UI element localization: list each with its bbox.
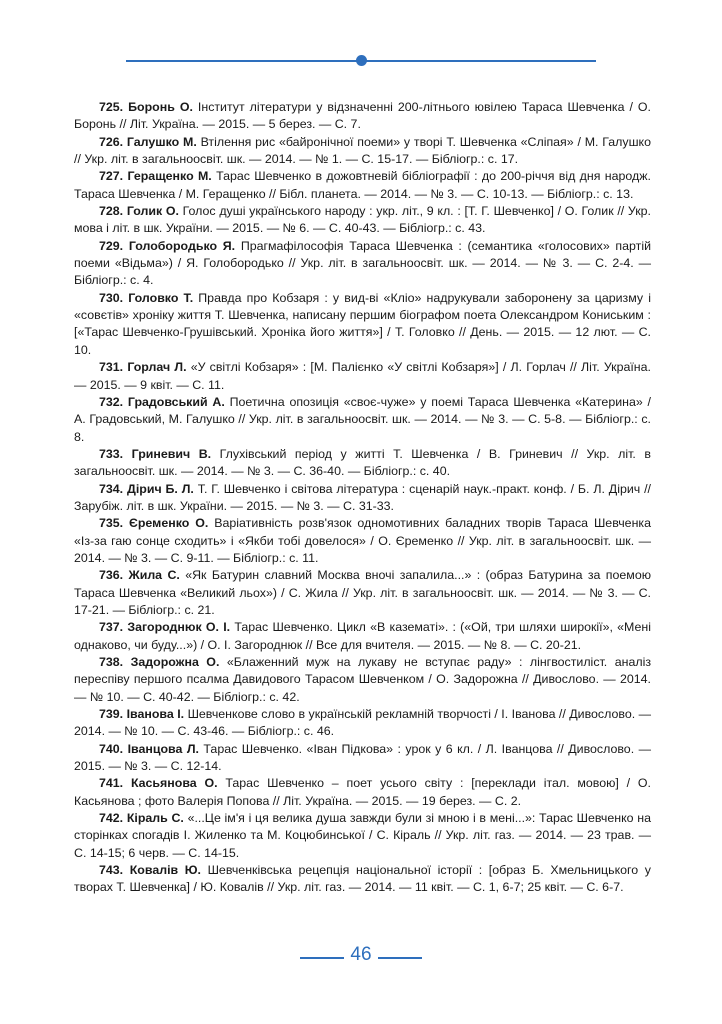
bibliography-entry bbox=[74, 706, 651, 741]
entry-number: 725. bbox=[99, 100, 124, 114]
entry-author: Дірич Б. Л. bbox=[127, 481, 194, 496]
bibliography-entry bbox=[74, 810, 651, 862]
footer-rule-left bbox=[300, 957, 344, 959]
entry-text: «У світлі Кобзаря» : [М. Палієнко «У світлі Кобзаря»] / Л. Горлач // Літ. Україна. — 2015. — 9 квіт. — С. 11. bbox=[74, 360, 651, 392]
entry-text: «...Це ім'я і ця велика душа завжди були зі мною і в мені...»: Тарас Шевченко на сторінках спогадів І. Жиленко та М. Коцюбинської / С. Кіраль // Укр. літ. газ. — 2014. — 23 трав. — С. 14-15; 6 черв. — С. 14-15. bbox=[74, 811, 651, 860]
entry-text: Правда про Кобзаря : у вид-ві «Кліо» надрукували заборонену за царизму і «совєтів» хроніку життя Т. Шевченка, написану першим біографом поета Олександром Кониським : [«Тарас Шевченко-Грушівський. Хроніка його життя»] / Т. Головко // День. — 2015. — 12 лют. — С. 10. bbox=[74, 290, 651, 357]
entry-author: Ковалів Ю. bbox=[129, 863, 201, 878]
entry-author: Загороднюк О. І. bbox=[127, 620, 231, 635]
entry-text: Варіативність розв'язок одномотивних баладних творів Тараса Шевченка «Із-за гаю сонце сходить» і «Якби тобі довелося» / О. Єременко // Укр. літ. в загальноосвіт. шк. — 2014. — № 3. — С. 9-11. — Бібліогр.: с. 11. bbox=[74, 516, 651, 565]
entry-text: Тарас Шевченко. «Іван Підкова» : урок у 6 кл. / Л. Іванцова // Дивослово. — 2015. — № 3. — С. 12-14. bbox=[74, 741, 651, 774]
entry-number: 734. bbox=[99, 481, 124, 496]
entry-text: Тарас Шевченко – поет усього світу : [переклади італ. мовою] / О. Касьянова ; фото Валерія Попова // Літ. Україна. — 2015. — 19 берез. — С. 2. bbox=[74, 776, 651, 808]
entry-author: Горлач Л. bbox=[127, 360, 187, 375]
entry-number: 726. bbox=[99, 134, 124, 149]
entry-text: Тарас Шевченко в дожовтневій бібліографії : до 200-річчя від дня народж. Тараса Шевченка / М. Геращенко // Бібл. планета. — 2014. — № 3. — С. 10-13. — Бібліогр.: с. 13. bbox=[74, 169, 651, 201]
entry-text: Глухівський період у житті Т. Шевченка / В. Гриневич // Укр. літ. в загальноосвіт. шк. — 2014. — № 3. — С. 36-40. — Бібліогр.: с. 40. bbox=[74, 446, 651, 479]
bibliography-entry bbox=[74, 238, 651, 290]
entry-text: Голос душі українського народу : укр. літ., 9 кл. : [Т. Г. Шевченко] / О. Голик // Укр. мова і літ. в шк. України. — 2015. — № 6. — С. 40-43. — Бібліогр.: с. 43. bbox=[74, 204, 651, 236]
entry-number: 739. bbox=[99, 707, 124, 722]
bibliography-entry bbox=[74, 654, 651, 706]
page-number: 46 bbox=[350, 944, 372, 965]
entry-number: 733. bbox=[99, 446, 124, 461]
footer-rule-right bbox=[378, 957, 422, 959]
entry-author: Іванцова Л. bbox=[127, 741, 199, 756]
bibliography-entry bbox=[74, 775, 651, 810]
entry-author: Жила С. bbox=[128, 568, 180, 583]
header-dot-ornament bbox=[356, 55, 367, 66]
entry-author: Геращенко М. bbox=[127, 169, 212, 184]
entry-author: Іванова І. bbox=[126, 707, 185, 722]
entry-number: 741. bbox=[99, 776, 124, 791]
bibliography-entry bbox=[74, 619, 651, 654]
entry-number: 742. bbox=[99, 811, 124, 826]
bibliography-entry bbox=[74, 481, 651, 516]
entry-text: Т. Г. Шевченко і світова література : сценарій наук.-практ. конф. / Б. Л. Дірич // Зарубіж. літ. в шк. України. — 2015. — № 3. — С. 31-33. bbox=[74, 481, 651, 513]
entry-author: Єременко О. bbox=[129, 516, 209, 531]
entry-number: 728. bbox=[99, 204, 124, 219]
entry-text: Прагмафілософія Тараса Шевченка : (семантика «голосових» партій поеми «Відьма») / Я. Голобородько // Укр. літ. в загальноосвіт. шк. — 2014. — № 3. — С. 2-4. — Бібліогр.: с. 4. bbox=[74, 238, 651, 288]
entry-text: «Як Батурин славний Москва вночі запалила...» : (образ Батурина за поемою Тараса Шевченка «Великий льох») / С. Жила // Укр. літ. в загальноосвіт. шк. — 2014. — № 3. — С. 17-21. — Бібліогр.: с. 21. bbox=[74, 568, 652, 617]
bibliography-entry bbox=[74, 99, 651, 134]
bibliography-entry bbox=[74, 446, 651, 481]
entry-number: 732. bbox=[99, 394, 124, 409]
entry-text: Шевченкове слово в українській рекламній творчості / І. Іванова // Дивослово. — 2014. — № 10. — С. 43-46. — Бібліогр.: с. 46. bbox=[74, 707, 651, 739]
bibliography-entry bbox=[74, 862, 651, 897]
entry-text: Шевченківська рецепція національної історії : [образ Б. Хмельницького у творах Т. Шевченка] / Ю. Ковалів // Укр. літ. газ. — 2014. — 11 квіт. — С. 1, 6-7; 25 квіт. — С. 6-7. bbox=[74, 863, 651, 895]
entry-text: Тарас Шевченко. Цикл «В казематі». : («Ой, три шляхи широкії», «Мені однаково, чи буду...») / О. І. Загороднюк // Все для вчителя. — 2015. — № 8. — С. 20-21. bbox=[74, 620, 651, 652]
entry-number: 730. bbox=[99, 290, 124, 305]
bibliography-entry bbox=[74, 741, 651, 776]
entry-number: 736. bbox=[99, 568, 124, 583]
entry-text: Втілення рис «байронічної поеми» у творі Т. Шевченка «Сліпая» / М. Галушко // Укр. літ. в загальноосвіт. шк. — 2014. — № 1. — С. 15-17. — Бібліогр.: с. 17. bbox=[74, 134, 651, 167]
entry-author: Гриневич В. bbox=[131, 446, 212, 461]
entry-text: Інститут літератури у відзначенні 200-літнього ювілею Тараса Шевченка / О. Боронь // Літ. Україна. — 2015. — 5 берез. — С. 7. bbox=[74, 100, 651, 132]
entry-number: 738. bbox=[99, 655, 124, 669]
bibliography-entry bbox=[74, 394, 651, 446]
bibliography-list bbox=[74, 99, 651, 897]
bibliography-entry bbox=[74, 359, 651, 394]
entry-author: Голик О. bbox=[126, 204, 179, 219]
bibliography-entry bbox=[74, 290, 651, 359]
entry-author: Градовський А. bbox=[127, 394, 225, 409]
entry-author: Задорожна О. bbox=[130, 655, 220, 669]
bibliography-entry bbox=[74, 134, 651, 169]
entry-author: Голобородько Я. bbox=[128, 238, 236, 253]
entry-author: Боронь О. bbox=[128, 100, 193, 114]
bibliography-entry bbox=[74, 567, 651, 619]
entry-number: 731. bbox=[99, 360, 124, 375]
entry-text: Поетична опозиція «своє-чуже» у поемі Тараса Шевченка «Катерина» / А. Градовський, М. Галушко // Укр. літ. в загальноосвіт. шк. — 2014. — № 3. — С. 5-8. — Бібліогр.: с. 8. bbox=[74, 394, 651, 444]
bibliography-entry bbox=[74, 515, 651, 567]
bibliography-entry bbox=[74, 168, 651, 203]
entry-number: 743. bbox=[99, 863, 124, 878]
entry-author: Головко Т. bbox=[128, 290, 194, 305]
entry-author: Кіраль С. bbox=[126, 811, 184, 826]
entry-text: «Блаженний муж на лукаву не вступає раду» : лінгвостиліст. аналіз переспіву першого псалма Давидового Тарасом Шевченком / О. Задорожна // Дивослово. — 2014. — № 10. — С. 40-42. — Бібліогр.: с. 42. bbox=[74, 655, 652, 704]
entry-author: Галушко М. bbox=[126, 134, 197, 149]
entry-number: 727. bbox=[99, 169, 124, 184]
bibliography-entry bbox=[74, 203, 651, 238]
entry-number: 729. bbox=[99, 238, 124, 253]
entry-number: 740. bbox=[99, 741, 124, 756]
entry-number: 737. bbox=[99, 620, 124, 635]
entry-author: Касьянова О. bbox=[130, 776, 218, 791]
entry-number: 735. bbox=[99, 516, 124, 531]
